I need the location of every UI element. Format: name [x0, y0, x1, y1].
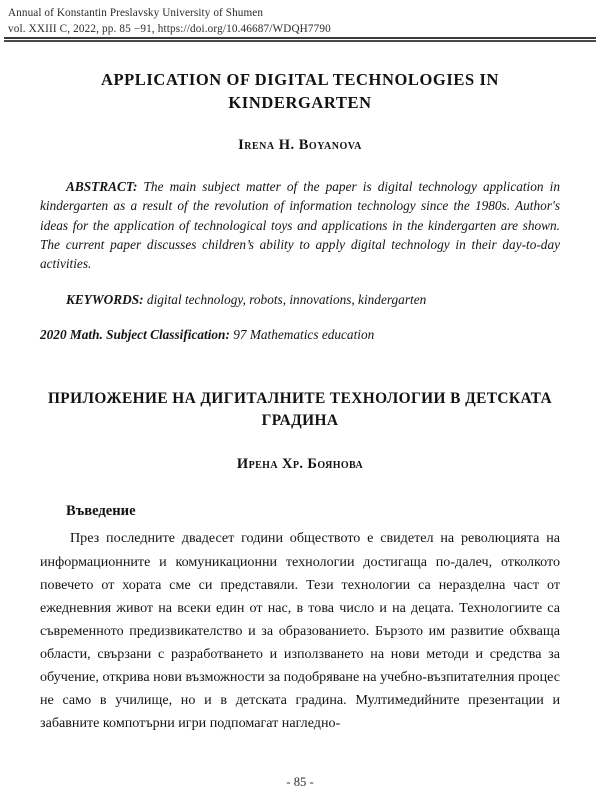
running-head-line-2: vol. XXIII C, 2022, pp. 85 −91, https://doi.org/10.46687/WDQH7790 [8, 22, 331, 35]
body-paragraph-1: През последните двадесет години обществото е свидетел на революцията на информационните и комуникационни технологии достигаща по-далеч, отколкото повечето от хората сме си представяли. Тези технологии са неразделна част от ежедневния живот на всеки един от нас, в това число и на децата. Технологиите са съвременното предизвикателство и за образованието. Бързото им развитие обхваща области, свързани с разработването и използването на нови методи и средства за обучение, открива нови възможности за подобряване на учебно-възпитателния процес не само в училище, но и в детската градина. Мултимедийните презентации и забавните компотърни игри подпомагат нагледно- [40, 530, 560, 732]
article-title-bulgarian: ПРИЛОЖЕНИЕ НА ДИГИТАЛНИТЕ ТЕХНОЛОГИИ В ДЕТСКАТА ГРАДИНА [47, 390, 553, 430]
keywords-text: digital technology, robots, innovations, kindergarten [143, 292, 427, 308]
article-title-english: APPLICATION OF DIGITAL TECHNOLOGIES IN KINDERGARTEN [100, 70, 500, 112]
article-author-english: Irena H. Boyanova [238, 137, 362, 153]
running-head [8, 6, 568, 37]
msc-label: 2020 Math. Subject Classification: [40, 327, 230, 343]
keywords-paragraph [40, 290, 560, 309]
page-number: - 85 - [286, 775, 314, 789]
header-divider-rule [4, 37, 596, 42]
section-heading-introduction: Въведение [66, 503, 136, 520]
article-author-bulgarian: Ирена Хр. Боянова [236, 456, 364, 473]
abstract-text: The main subject matter of the paper is digital technology application in kindergarten as a result of the revolution of information technology since the 1980s. Author's ideas for the application of technological toys and applications in the kindergarten are shown. The current paper discusses children’s ability to apply digital technology in their day-to-day activities. [40, 179, 560, 272]
msc-text: 97 Mathematics education [229, 327, 375, 343]
keywords-label: KEYWORDS: [66, 292, 144, 308]
abstract-paragraph [40, 177, 560, 273]
msc-classification-paragraph [40, 325, 560, 344]
content-column [40, 62, 560, 735]
divider-rule-lower [4, 40, 596, 42]
abstract-label: ABSTRACT: [66, 179, 138, 194]
running-head-line-1: Annual of Konstantin Preslavsky University of Shumen [8, 7, 264, 19]
